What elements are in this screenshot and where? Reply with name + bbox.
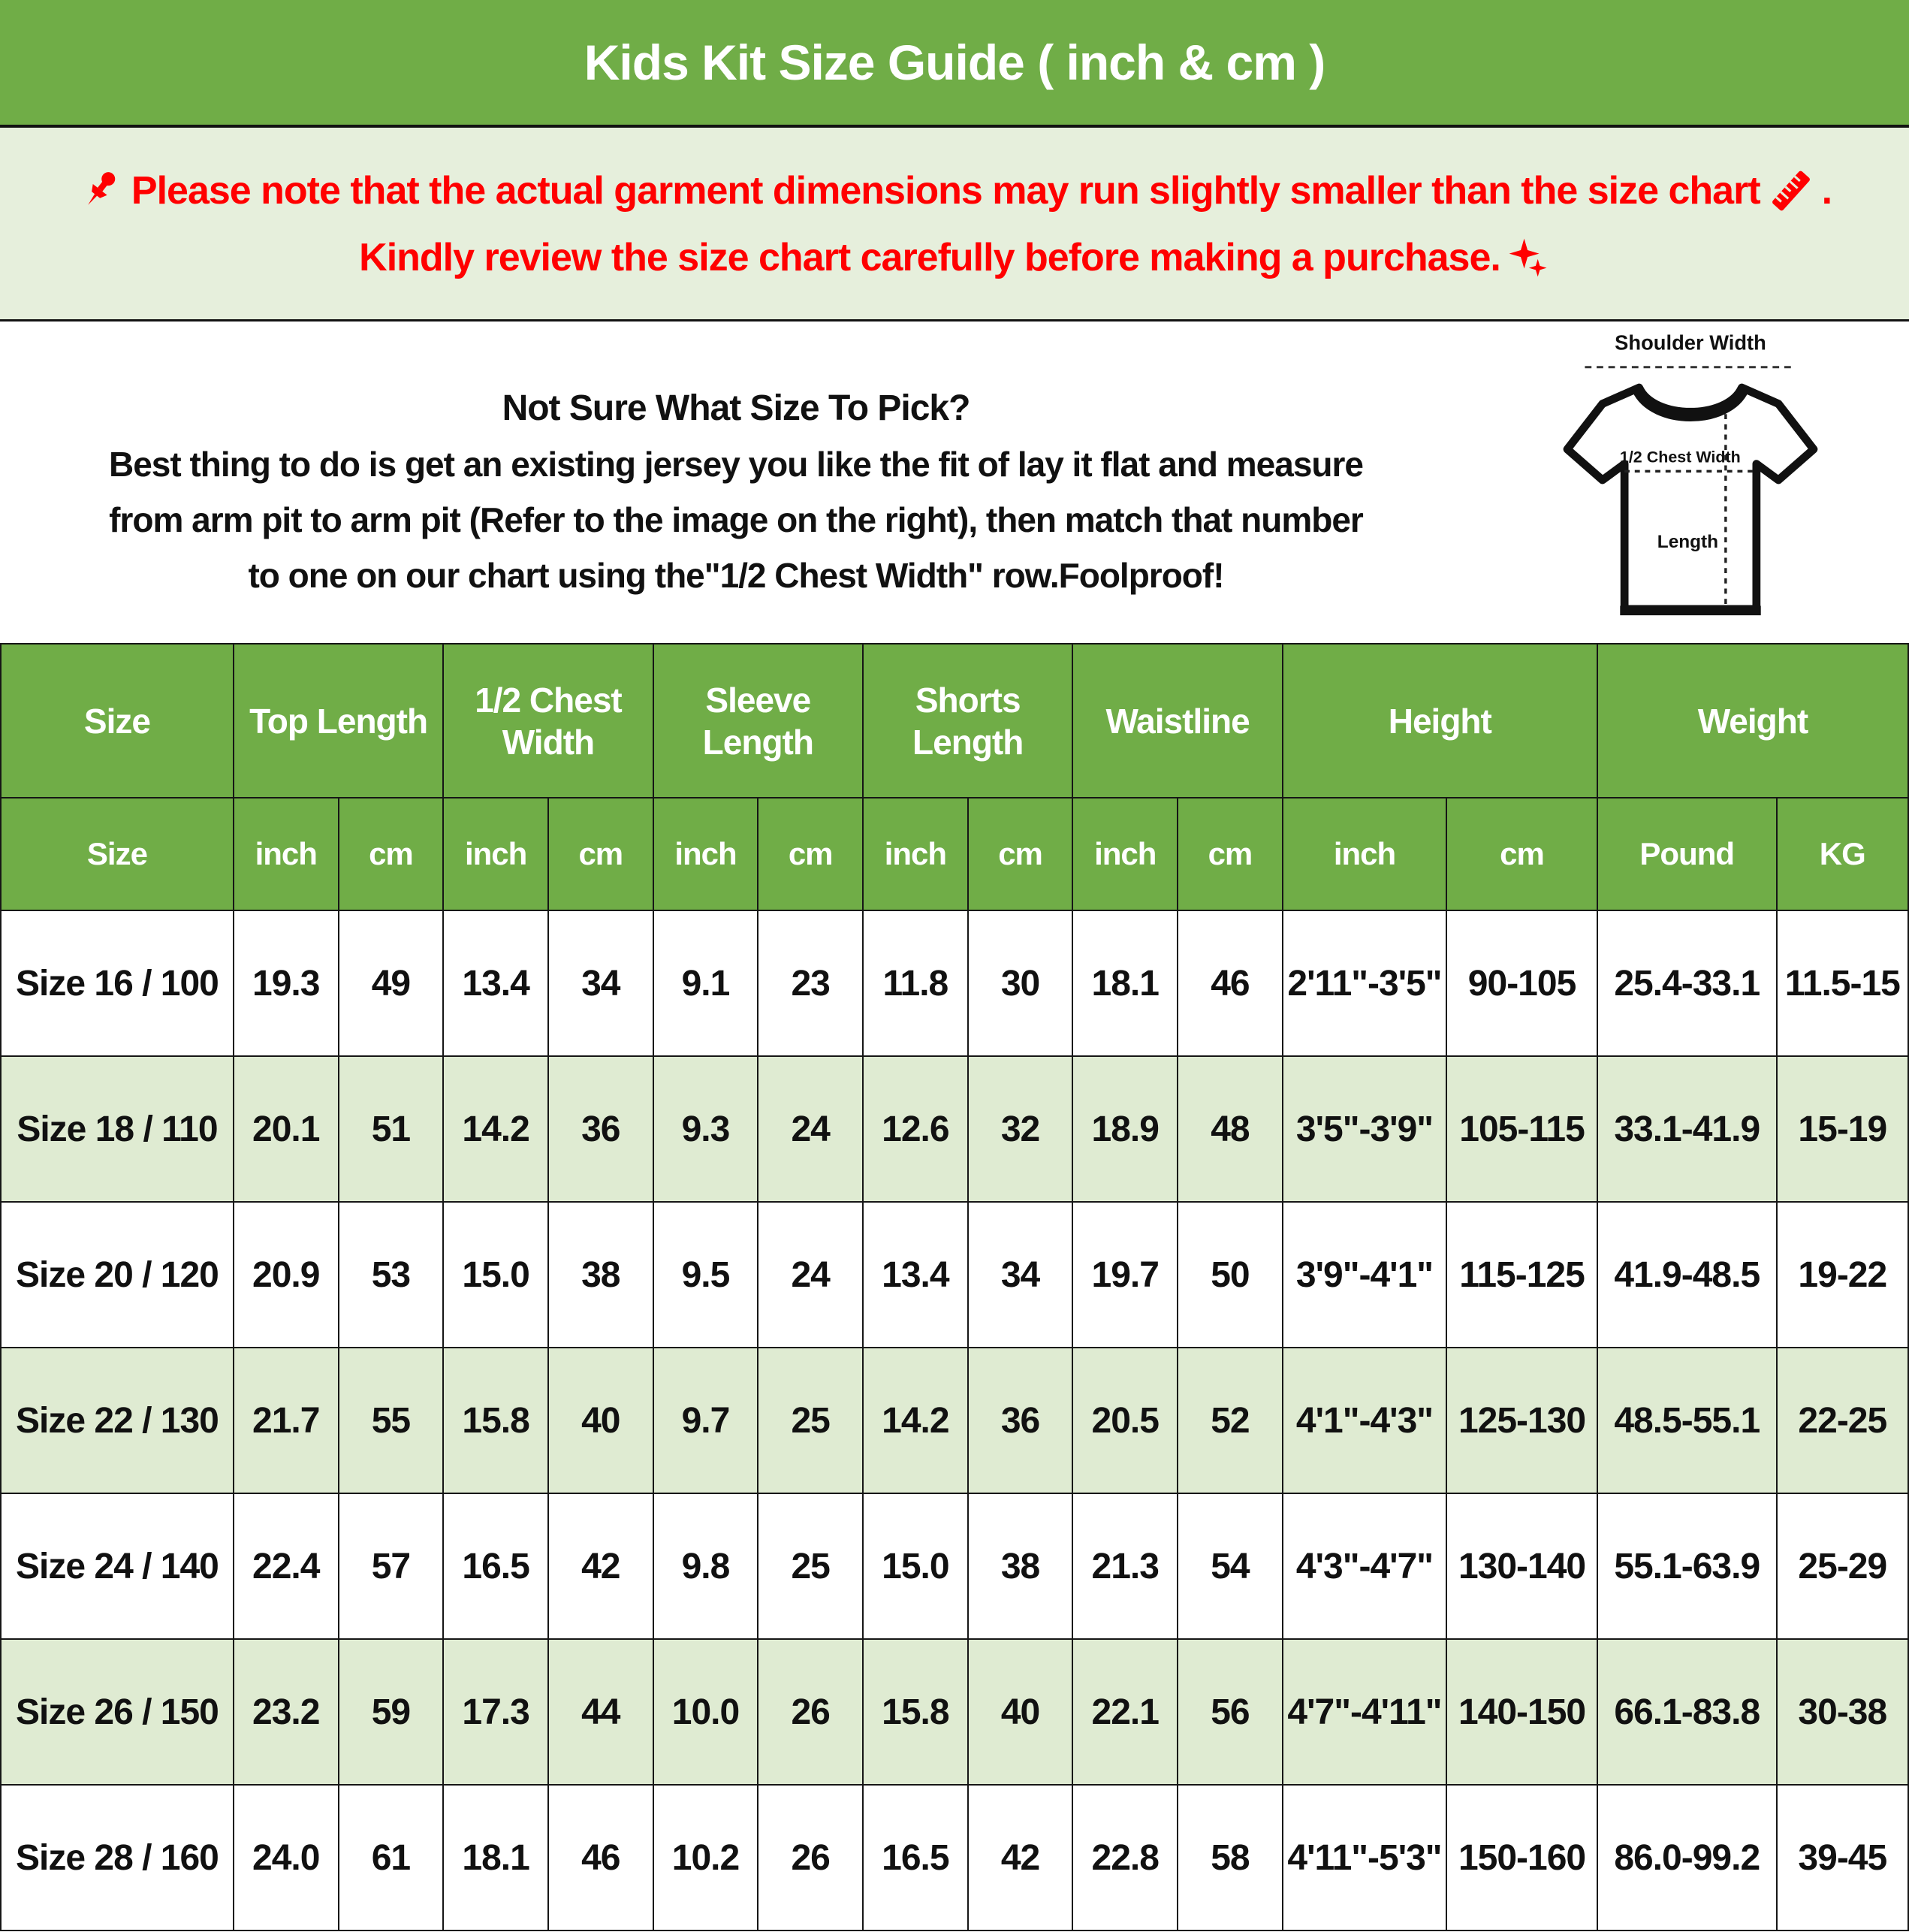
fit-help-text [0, 321, 1472, 643]
value-cell: 23.2 [234, 1639, 339, 1785]
fit-help-line-2: from arm pit to arm pit (Refer to the image on the right), then match that number [109, 500, 1363, 539]
value-cell: 40 [968, 1639, 1073, 1785]
value-cell: 24.0 [234, 1785, 339, 1930]
value-cell: 26 [758, 1785, 863, 1930]
subheader-size: Size [1, 798, 234, 910]
tshirt-diagram [1472, 321, 1909, 643]
header-shorts-length: Shorts Length [863, 644, 1072, 798]
shoulder-width-label: Shoulder Width [1615, 331, 1766, 355]
value-cell: 15.8 [863, 1639, 968, 1785]
value-cell: 90-105 [1446, 910, 1597, 1056]
table-unit-header-row [1, 798, 1908, 910]
value-cell: 17.3 [443, 1639, 548, 1785]
value-cell: 9.3 [653, 1056, 758, 1202]
subheader-unit: inch [1072, 798, 1178, 910]
value-cell: 34 [968, 1202, 1073, 1348]
value-cell: 10.2 [653, 1785, 758, 1930]
length-label: Length [1657, 531, 1719, 552]
notice-line-2 [359, 234, 1550, 282]
value-cell: 15.0 [443, 1202, 548, 1348]
header-waistline: Waistline [1072, 644, 1282, 798]
notice-period: . [1821, 168, 1832, 213]
notice-banner [0, 128, 1909, 321]
value-cell: 3'5"-3'9" [1283, 1056, 1446, 1202]
subheader-unit: cm [1178, 798, 1283, 910]
value-cell: 3'9"-4'1" [1283, 1202, 1446, 1348]
value-cell: 18.9 [1072, 1056, 1178, 1202]
value-cell: 25.4-33.1 [1597, 910, 1777, 1056]
size-cell: Size 28 / 160 [1, 1785, 234, 1930]
value-cell: 56 [1178, 1639, 1283, 1785]
notice-line-1 [77, 166, 1832, 216]
value-cell: 58 [1178, 1785, 1283, 1930]
fit-help-section [0, 321, 1909, 643]
value-cell: 4'3"-4'7" [1283, 1493, 1446, 1639]
size-chart-table [0, 643, 1909, 1931]
value-cell: 9.8 [653, 1493, 758, 1639]
subheader-unit: inch [443, 798, 548, 910]
notice-text-2: Kindly review the size chart carefully before making a purchase. [359, 235, 1500, 279]
header-top-length: Top Length [234, 644, 443, 798]
table-row [1, 1639, 1908, 1785]
page-title: Kids Kit Size Guide ( inch & cm ) [0, 0, 1909, 128]
fit-help-heading: Not Sure What Size To Pick? [502, 388, 970, 428]
value-cell: 36 [548, 1056, 653, 1202]
value-cell: 40 [548, 1348, 653, 1493]
fit-help-line-1: Best thing to do is get an existing jersey you like the fit of lay it flat and measure [108, 445, 1364, 484]
value-cell: 51 [339, 1056, 444, 1202]
header-weight: Weight [1597, 644, 1908, 798]
value-cell: 46 [1178, 910, 1283, 1056]
value-cell: 125-130 [1446, 1348, 1597, 1493]
value-cell: 38 [548, 1202, 653, 1348]
value-cell: 140-150 [1446, 1639, 1597, 1785]
value-cell: 20.9 [234, 1202, 339, 1348]
value-cell: 61 [339, 1785, 444, 1930]
value-cell: 48 [1178, 1056, 1283, 1202]
value-cell: 66.1-83.8 [1597, 1639, 1777, 1785]
value-cell: 86.0-99.2 [1597, 1785, 1777, 1930]
tshirt-measurement-icon [1537, 326, 1844, 638]
value-cell: 13.4 [863, 1202, 968, 1348]
table-row [1, 1202, 1908, 1348]
value-cell: 55.1-63.9 [1597, 1493, 1777, 1639]
value-cell: 59 [339, 1639, 444, 1785]
size-cell: Size 20 / 120 [1, 1202, 234, 1348]
value-cell: 15.8 [443, 1348, 548, 1493]
value-cell: 105-115 [1446, 1056, 1597, 1202]
value-cell: 48.5-55.1 [1597, 1348, 1777, 1493]
value-cell: 16.5 [443, 1493, 548, 1639]
subheader-unit: cm [548, 798, 653, 910]
table-group-header-row [1, 644, 1908, 798]
ruler-icon [1766, 166, 1816, 216]
value-cell: 18.1 [443, 1785, 548, 1930]
size-cell: Size 16 / 100 [1, 910, 234, 1056]
value-cell: 24 [758, 1056, 863, 1202]
value-cell: 10.0 [653, 1639, 758, 1785]
value-cell: 11.5-15 [1777, 910, 1908, 1056]
header-size: Size [1, 644, 234, 798]
value-cell: 20.1 [234, 1056, 339, 1202]
value-cell: 18.1 [1072, 910, 1178, 1056]
value-cell: 42 [968, 1785, 1073, 1930]
subheader-unit: inch [1283, 798, 1446, 910]
value-cell: 50 [1178, 1202, 1283, 1348]
value-cell: 57 [339, 1493, 444, 1639]
value-cell: 4'7"-4'11" [1283, 1639, 1446, 1785]
value-cell: 16.5 [863, 1785, 968, 1930]
value-cell: 4'1"-4'3" [1283, 1348, 1446, 1493]
fit-help-line-3: to one on our chart using the"1/2 Chest Width" row.Foolproof! [248, 556, 1224, 595]
value-cell: 19.3 [234, 910, 339, 1056]
value-cell: 44 [548, 1639, 653, 1785]
subheader-unit: KG [1777, 798, 1908, 910]
value-cell: 26 [758, 1639, 863, 1785]
value-cell: 25 [758, 1348, 863, 1493]
value-cell: 11.8 [863, 910, 968, 1056]
value-cell: 22-25 [1777, 1348, 1908, 1493]
notice-text-1: Please note that the actual garment dimensions may run slightly smaller than the size chart [131, 168, 1760, 213]
size-cell: Size 24 / 140 [1, 1493, 234, 1639]
value-cell: 25 [758, 1493, 863, 1639]
table-row [1, 910, 1908, 1056]
value-cell: 22.4 [234, 1493, 339, 1639]
subheader-unit: inch [234, 798, 339, 910]
subheader-unit: inch [863, 798, 968, 910]
value-cell: 53 [339, 1202, 444, 1348]
value-cell: 9.5 [653, 1202, 758, 1348]
value-cell: 9.1 [653, 910, 758, 1056]
value-cell: 9.7 [653, 1348, 758, 1493]
value-cell: 12.6 [863, 1056, 968, 1202]
header-sleeve-length: Sleeve Length [653, 644, 863, 798]
value-cell: 115-125 [1446, 1202, 1597, 1348]
header-half-chest-width: 1/2 Chest Width [443, 644, 653, 798]
value-cell: 4'11"-5'3" [1283, 1785, 1446, 1930]
value-cell: 130-140 [1446, 1493, 1597, 1639]
value-cell: 2'11"-3'5" [1283, 910, 1446, 1056]
value-cell: 21.3 [1072, 1493, 1178, 1639]
value-cell: 30 [968, 910, 1073, 1056]
value-cell: 55 [339, 1348, 444, 1493]
value-cell: 14.2 [443, 1056, 548, 1202]
subheader-unit: cm [968, 798, 1073, 910]
value-cell: 38 [968, 1493, 1073, 1639]
value-cell: 14.2 [863, 1348, 968, 1493]
header-height: Height [1283, 644, 1597, 798]
value-cell: 54 [1178, 1493, 1283, 1639]
value-cell: 34 [548, 910, 653, 1056]
value-cell: 22.1 [1072, 1639, 1178, 1785]
value-cell: 23 [758, 910, 863, 1056]
subheader-unit: cm [1446, 798, 1597, 910]
value-cell: 19-22 [1777, 1202, 1908, 1348]
size-cell: Size 22 / 130 [1, 1348, 234, 1493]
value-cell: 39-45 [1777, 1785, 1908, 1930]
value-cell: 33.1-41.9 [1597, 1056, 1777, 1202]
value-cell: 13.4 [443, 910, 548, 1056]
subheader-unit: cm [758, 798, 863, 910]
value-cell: 24 [758, 1202, 863, 1348]
value-cell: 49 [339, 910, 444, 1056]
half-chest-width-label: 1/2 Chest Width [1619, 448, 1741, 466]
subheader-unit: Pound [1597, 798, 1777, 910]
value-cell: 15-19 [1777, 1056, 1908, 1202]
table-row [1, 1493, 1908, 1639]
sparkles-icon [1506, 234, 1550, 282]
subheader-unit: inch [653, 798, 758, 910]
subheader-unit: cm [339, 798, 444, 910]
value-cell: 30-38 [1777, 1639, 1908, 1785]
table-body [1, 910, 1908, 1930]
value-cell: 52 [1178, 1348, 1283, 1493]
value-cell: 15.0 [863, 1493, 968, 1639]
value-cell: 46 [548, 1785, 653, 1930]
value-cell: 22.8 [1072, 1785, 1178, 1930]
size-cell: Size 18 / 110 [1, 1056, 234, 1202]
value-cell: 21.7 [234, 1348, 339, 1493]
value-cell: 25-29 [1777, 1493, 1908, 1639]
pushpin-icon [77, 167, 125, 215]
value-cell: 20.5 [1072, 1348, 1178, 1493]
size-cell: Size 26 / 150 [1, 1639, 234, 1785]
value-cell: 36 [968, 1348, 1073, 1493]
value-cell: 19.7 [1072, 1202, 1178, 1348]
table-row [1, 1056, 1908, 1202]
value-cell: 150-160 [1446, 1785, 1597, 1930]
table-row [1, 1785, 1908, 1930]
value-cell: 41.9-48.5 [1597, 1202, 1777, 1348]
table-row [1, 1348, 1908, 1493]
value-cell: 32 [968, 1056, 1073, 1202]
value-cell: 42 [548, 1493, 653, 1639]
